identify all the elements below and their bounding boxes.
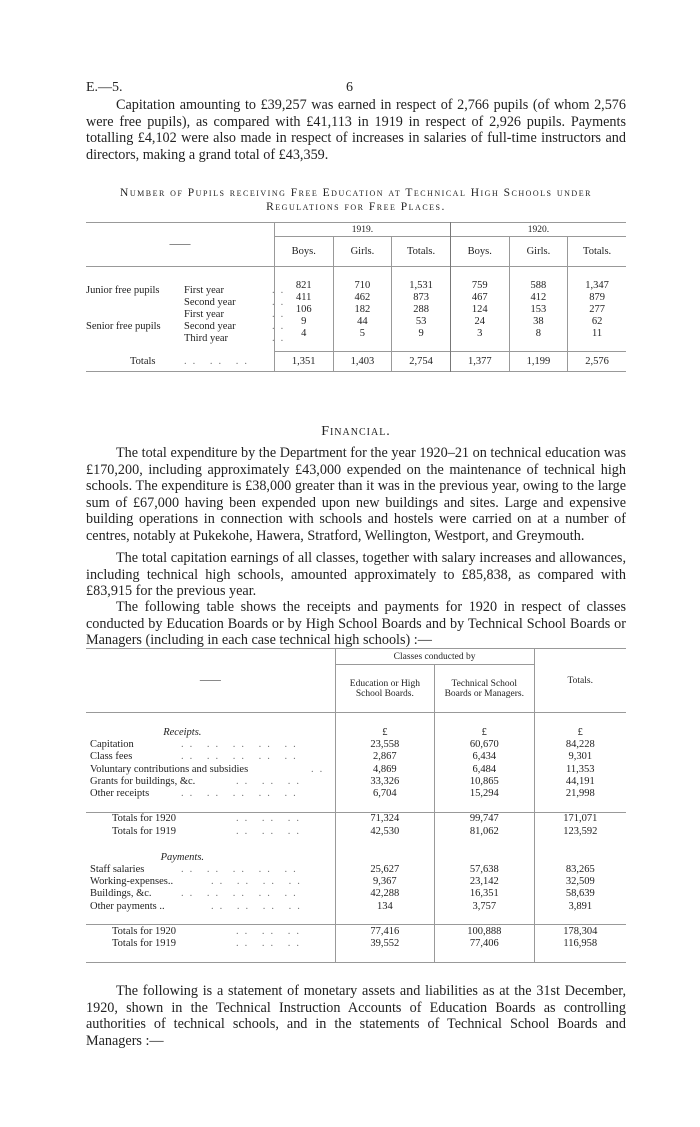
cell: 879 xyxy=(568,291,626,303)
classes-conducted-header: Classes conducted by xyxy=(335,649,534,665)
receipts-heading: Receipts. xyxy=(163,727,202,739)
table-row xyxy=(86,303,626,315)
cell: 71,324 xyxy=(335,812,434,825)
cell: 1,403 xyxy=(333,352,392,372)
cell: 84,228 xyxy=(534,739,626,751)
table-row xyxy=(86,888,626,900)
cell: 9 xyxy=(274,315,333,327)
row-label: Staff salaries xyxy=(90,863,145,875)
cell: 6,434 xyxy=(435,751,534,763)
cell: 25,627 xyxy=(335,863,434,875)
cell: 134 xyxy=(335,900,434,912)
cell: 1,531 xyxy=(392,279,451,291)
receipts-payments-table xyxy=(86,648,626,963)
row-label: Working-expenses.. xyxy=(90,876,174,888)
cell: 412 xyxy=(509,291,568,303)
cell: 182 xyxy=(333,303,392,315)
col-header: Totals. xyxy=(568,237,626,267)
cell: 4,869 xyxy=(335,763,434,775)
table-row xyxy=(86,279,626,291)
cell: 411 xyxy=(274,291,333,303)
cell: 873 xyxy=(392,291,451,303)
cell: 42,530 xyxy=(335,825,434,837)
cell: 467 xyxy=(450,291,509,303)
cell: 1,377 xyxy=(450,352,509,372)
cell: 53 xyxy=(392,315,451,327)
cell: 6,484 xyxy=(435,763,534,775)
cell: 38 xyxy=(509,315,568,327)
cell: 116,958 xyxy=(534,938,626,950)
table2-dash: —— xyxy=(199,675,221,686)
cell: 1,351 xyxy=(274,352,333,372)
cell: 106 xyxy=(274,303,333,315)
row-label: Totals for 1919 xyxy=(112,938,177,950)
cell: 15,294 xyxy=(435,787,534,799)
table-row xyxy=(86,863,626,875)
row-label: Second year xyxy=(184,297,236,308)
cell: 4 xyxy=(274,327,333,339)
row-label: Grants for buildings, &c. xyxy=(90,775,196,787)
table-row xyxy=(86,876,626,888)
education-boards-col-header: Education or High School Boards. xyxy=(335,665,434,713)
cell: 123,592 xyxy=(534,825,626,837)
cell: 462 xyxy=(333,291,392,303)
technical-boards-col-header: Technical School Boards or Managers. xyxy=(435,665,534,713)
pound-sign: £ xyxy=(534,727,626,739)
cell: 171,071 xyxy=(534,812,626,825)
table-row xyxy=(86,751,626,763)
cell: 9,301 xyxy=(534,751,626,763)
cell: 77,416 xyxy=(335,925,434,938)
cell: 124 xyxy=(450,303,509,315)
row-label: First year xyxy=(184,309,224,320)
capitation-earnings-paragraph: The total capitation earnings of all classes, together with salary increases and allowances, including technical high schools, amounted approximately to £85,838, as compared with £83,915 for the previous year. xyxy=(86,550,626,599)
cell: 1,347 xyxy=(568,279,626,291)
col-header: Boys. xyxy=(274,237,333,267)
totals-row xyxy=(86,938,626,950)
cell: 2,867 xyxy=(335,751,434,763)
group-senior-label: Senior free pupils xyxy=(86,321,161,332)
expenditure-paragraph: The total expenditure by the Department for the year 1920–21 on technical education was £170,200, including approximately £43,000 expended on the maintenance of technical high schools. The expenditure is £38,000 greater than it was in the previous year, owing to the large sum of £67,000 having been expended upon new buildings and sites. Large and expensive building operations in connection with schools and hostels were carried on at a number of centres, notably at Pukekohe, Hawera, Stratford, Wellington, Westport, and Greymouth. xyxy=(86,445,626,544)
col-header: Boys. xyxy=(450,237,509,267)
page-number: 6 xyxy=(346,80,353,95)
cell: 44 xyxy=(333,315,392,327)
col-header: Girls. xyxy=(509,237,568,267)
leader-dots: .. xyxy=(272,309,290,320)
cell: 3,891 xyxy=(534,900,626,912)
cell: 277 xyxy=(568,303,626,315)
leader-dots: .. .. .. .. xyxy=(211,900,306,912)
totals-row xyxy=(86,352,626,372)
row-label: Totals for 1920 xyxy=(112,925,177,937)
financial-heading: Financial. xyxy=(321,424,391,439)
leader-dots: .. xyxy=(272,285,290,296)
cell: 60,670 xyxy=(435,739,534,751)
leader-dots: .. xyxy=(272,321,290,332)
monetary-statement-paragraph: The following is a statement of monetary assets and liabilities as at the 31st December, 1920, shown in the Technical Instruction Accounts of Education Boards as controlling authorities of technical schools, and in the statements of Technical School Boards and Managers :— xyxy=(86,983,626,1049)
leader-dots: .. .. .. .. .. xyxy=(181,888,302,900)
leader-dots: .. .. .. xyxy=(184,355,253,367)
cell: 288 xyxy=(392,303,451,315)
cell: 710 xyxy=(333,279,392,291)
cell: 42,288 xyxy=(335,888,434,900)
report-code: E.—5. xyxy=(86,80,123,95)
cell: 58,639 xyxy=(534,888,626,900)
leader-dots: .. .. .. xyxy=(236,938,305,950)
row-label: Capitation xyxy=(90,739,134,751)
leader-dots: .. xyxy=(311,763,329,775)
totals-label: Totals xyxy=(130,355,156,367)
row-label: Totals for 1920 xyxy=(112,813,177,825)
cell: 5 xyxy=(333,327,392,339)
cell: 178,304 xyxy=(534,925,626,938)
table1-title-line1: Number of Pupils receiving Free Education at Technical High Schools under xyxy=(120,187,592,199)
cell: 1,199 xyxy=(509,352,568,372)
leader-dots: .. .. .. xyxy=(236,925,305,937)
table-row xyxy=(86,315,626,327)
cell: 32,509 xyxy=(534,876,626,888)
cell: 588 xyxy=(509,279,568,291)
row-label: Third year xyxy=(184,333,229,344)
cell: 821 xyxy=(274,279,333,291)
cell: 57,638 xyxy=(435,863,534,875)
free-pupils-table xyxy=(86,222,626,372)
cell: 33,326 xyxy=(335,775,434,787)
year-1919-header: 1919. xyxy=(274,223,450,237)
row-label: Other receipts xyxy=(90,788,150,800)
cell: 99,747 xyxy=(435,812,534,825)
leader-dots: .. .. .. .. .. xyxy=(181,739,302,751)
row-label: Class fees xyxy=(90,751,133,763)
leader-dots: .. xyxy=(272,333,290,344)
cell: 100,888 xyxy=(435,925,534,938)
pound-sign: £ xyxy=(335,727,434,739)
row-label: First year xyxy=(184,285,224,296)
cell: 6,704 xyxy=(335,787,434,799)
row-label: Other payments .. xyxy=(90,900,165,912)
totals-row xyxy=(86,825,626,837)
table1-title-line2: Regulations for Free Places. xyxy=(266,201,446,213)
table-row xyxy=(86,900,626,912)
table-row xyxy=(86,787,626,799)
capitation-paragraph: Capitation amounting to £39,257 was earned in respect of 2,766 pupils (of whom 2,576 were free pupils), as compared with £41,113 in 1919 in respect of 2,926 pupils. Payments totalling £4,102 were also made in respect of increases in salaries of full-time instructors and directors, making a grand total of £43,359. xyxy=(86,97,626,163)
pound-sign: £ xyxy=(435,727,534,739)
cell: 16,351 xyxy=(435,888,534,900)
cell: 3 xyxy=(450,327,509,339)
leader-dots: .. .. .. .. .. xyxy=(181,863,302,875)
table-row xyxy=(86,739,626,751)
table2-intro-paragraph: The following table shows the receipts and payments for 1920 in respect of classes conducted by Education Boards or by High School Boards and by Technical School Boards or Managers (including in each case technical high schools) :— xyxy=(86,599,626,648)
cell: 3,757 xyxy=(435,900,534,912)
cell: 11,353 xyxy=(534,763,626,775)
table-row xyxy=(86,775,626,787)
row-label: Buildings, &c. xyxy=(90,888,152,900)
cell: 9 xyxy=(392,327,451,339)
totals-row xyxy=(86,812,626,825)
leader-dots: .. .. .. .. .. xyxy=(181,751,302,763)
leader-dots: .. .. .. .. .. xyxy=(181,788,302,800)
cell: 23,142 xyxy=(435,876,534,888)
leader-dots: .. .. .. xyxy=(236,775,305,787)
cell: 759 xyxy=(450,279,509,291)
row-label: Totals for 1919 xyxy=(112,825,177,837)
cell: 44,191 xyxy=(534,775,626,787)
cell: 21,998 xyxy=(534,787,626,799)
cell: 77,406 xyxy=(435,938,534,950)
table-row xyxy=(86,763,626,775)
row-label: Voluntary contributions and subsidies xyxy=(90,763,249,775)
payments-heading: Payments. xyxy=(160,851,205,863)
col-header: Girls. xyxy=(333,237,392,267)
cell: 24 xyxy=(450,315,509,327)
group-junior-label: Junior free pupils xyxy=(86,285,160,296)
cell: 81,062 xyxy=(435,825,534,837)
leader-dots: .. .. .. xyxy=(236,825,305,837)
cell: 10,865 xyxy=(435,775,534,787)
table-row xyxy=(86,327,626,339)
cell: 8 xyxy=(509,327,568,339)
leader-dots: .. .. .. xyxy=(236,813,305,825)
cell: 62 xyxy=(568,315,626,327)
cell: 83,265 xyxy=(534,863,626,875)
cell: 11 xyxy=(568,327,626,339)
totals-row xyxy=(86,925,626,938)
cell: 23,558 xyxy=(335,739,434,751)
col-header: Totals. xyxy=(392,237,451,267)
table-row xyxy=(86,291,626,303)
cell: 2,576 xyxy=(568,352,626,372)
cell: 9,367 xyxy=(335,876,434,888)
cell: 39,552 xyxy=(335,938,434,950)
year-1920-header: 1920. xyxy=(450,223,626,237)
leader-dots: .. .. .. .. xyxy=(211,876,306,888)
cell: 153 xyxy=(509,303,568,315)
row-label: Second year xyxy=(184,321,236,332)
cell: 2,754 xyxy=(392,352,451,372)
leader-dots: .. xyxy=(272,297,290,308)
totals-col-header: Totals. xyxy=(534,649,626,713)
table1-dash: —— xyxy=(169,239,191,250)
